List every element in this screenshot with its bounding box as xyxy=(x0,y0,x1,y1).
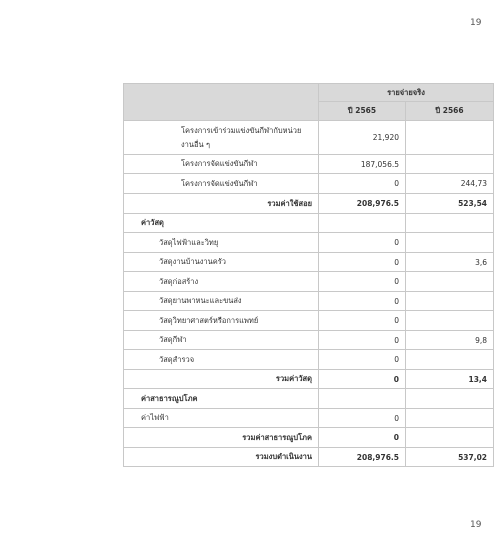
row-value-2565: 0 xyxy=(319,409,406,428)
row-value-2566: 3,6 xyxy=(406,253,494,272)
category-row xyxy=(124,214,494,233)
row-value-2565: 0 xyxy=(319,331,406,350)
row-value-2565: 0 xyxy=(319,233,406,253)
table-row xyxy=(124,350,494,370)
page-number-bottom: 19 xyxy=(470,520,482,530)
table-row xyxy=(124,311,494,331)
row-label: โครงการจัดแข่งขันกีฬา xyxy=(124,174,319,194)
row-value-2565 xyxy=(319,214,406,233)
page-number-top: 19 xyxy=(470,18,482,28)
row-value-2565: 0 xyxy=(319,272,406,292)
table-row xyxy=(124,174,494,194)
row-value-2566 xyxy=(406,214,494,233)
category-label: ค่าวัสดุ xyxy=(124,214,319,233)
table-row xyxy=(124,155,494,174)
row-value-2566 xyxy=(406,350,494,370)
row-label: วัสดุวิทยาศาสตร์หรือการแพทย์ xyxy=(124,311,319,331)
row-value-2566: 244,73 xyxy=(406,174,494,194)
row-label: วัสดุก่อสร้าง xyxy=(124,272,319,292)
row-value-2566: 9,8 xyxy=(406,331,494,350)
row-value-2565 xyxy=(319,389,406,409)
subtotal-row xyxy=(124,194,494,214)
row-label: วัสดุไฟฟ้าและวิทยุ xyxy=(124,233,319,253)
row-value-2566 xyxy=(406,121,494,155)
row-value-2566 xyxy=(406,409,494,428)
row-label: วัสดุสำรวจ xyxy=(124,350,319,370)
subtotal-value-2565: 0 xyxy=(319,370,406,389)
header-year-2565: ปี 2565 xyxy=(319,102,406,121)
row-value-2566 xyxy=(406,389,494,409)
category-row xyxy=(124,389,494,409)
table-row xyxy=(124,272,494,292)
subtotal-value-2565: 0 xyxy=(319,428,406,448)
header-blank xyxy=(124,84,319,121)
subtotal-value-2566: 13,4 xyxy=(406,370,494,389)
header-actual-expense: รายจ่ายจริง xyxy=(319,84,494,102)
row-label: วัสดุกีฬา xyxy=(124,331,319,350)
row-value-2566 xyxy=(406,233,494,253)
row-value-2566 xyxy=(406,272,494,292)
row-label: วัสดุงานบ้านงานครัว xyxy=(124,253,319,272)
table-row xyxy=(124,121,494,155)
row-value-2565: 0 xyxy=(319,311,406,331)
row-value-2565: 187,056.5 xyxy=(319,155,406,174)
row-value-2565: 0 xyxy=(319,292,406,311)
row-value-2566 xyxy=(406,155,494,174)
subtotal-row xyxy=(124,370,494,389)
row-label: ค่าไฟฟ้า xyxy=(124,409,319,428)
subtotal-row xyxy=(124,428,494,448)
table-row xyxy=(124,292,494,311)
table-row xyxy=(124,233,494,253)
grand-total-value-2565: 208,976.5 xyxy=(319,448,406,467)
row-value-2565: 21,920 xyxy=(319,121,406,155)
row-label: วัสดุยานพาหนะและขนส่ง xyxy=(124,292,319,311)
subtotal-label: รวมค่าใช้สอย xyxy=(124,194,319,214)
subtotal-label: รวมค่าสาธารณูปโภค xyxy=(124,428,319,448)
row-value-2565: 0 xyxy=(319,174,406,194)
header-year-2566: ปี 2566 xyxy=(406,102,494,121)
subtotal-value-2566 xyxy=(406,428,494,448)
row-value-2565: 0 xyxy=(319,253,406,272)
subtotal-label: รวมค่าวัสดุ xyxy=(124,370,319,389)
subtotal-value-2565: 208,976.5 xyxy=(319,194,406,214)
budget-table xyxy=(123,83,494,467)
row-value-2565: 0 xyxy=(319,350,406,370)
row-value-2566 xyxy=(406,292,494,311)
category-label: ค่าสาธารณูปโภค xyxy=(124,389,319,409)
table-row xyxy=(124,409,494,428)
table-row xyxy=(124,253,494,272)
row-label: โครงการจัดแข่งขันกีฬา xyxy=(124,155,319,174)
subtotal-value-2566: 523,54 xyxy=(406,194,494,214)
grand-total-row xyxy=(124,448,494,467)
grand-total-value-2566: 537,02 xyxy=(406,448,494,467)
table-row xyxy=(124,331,494,350)
grand-total-label: รวมงบดำเนินงาน xyxy=(124,448,319,467)
row-label: โครงการเข้าร่วมแข่งขันกีฬากับหน่วยงานอื่น ๆ xyxy=(124,121,319,155)
row-value-2566 xyxy=(406,311,494,331)
